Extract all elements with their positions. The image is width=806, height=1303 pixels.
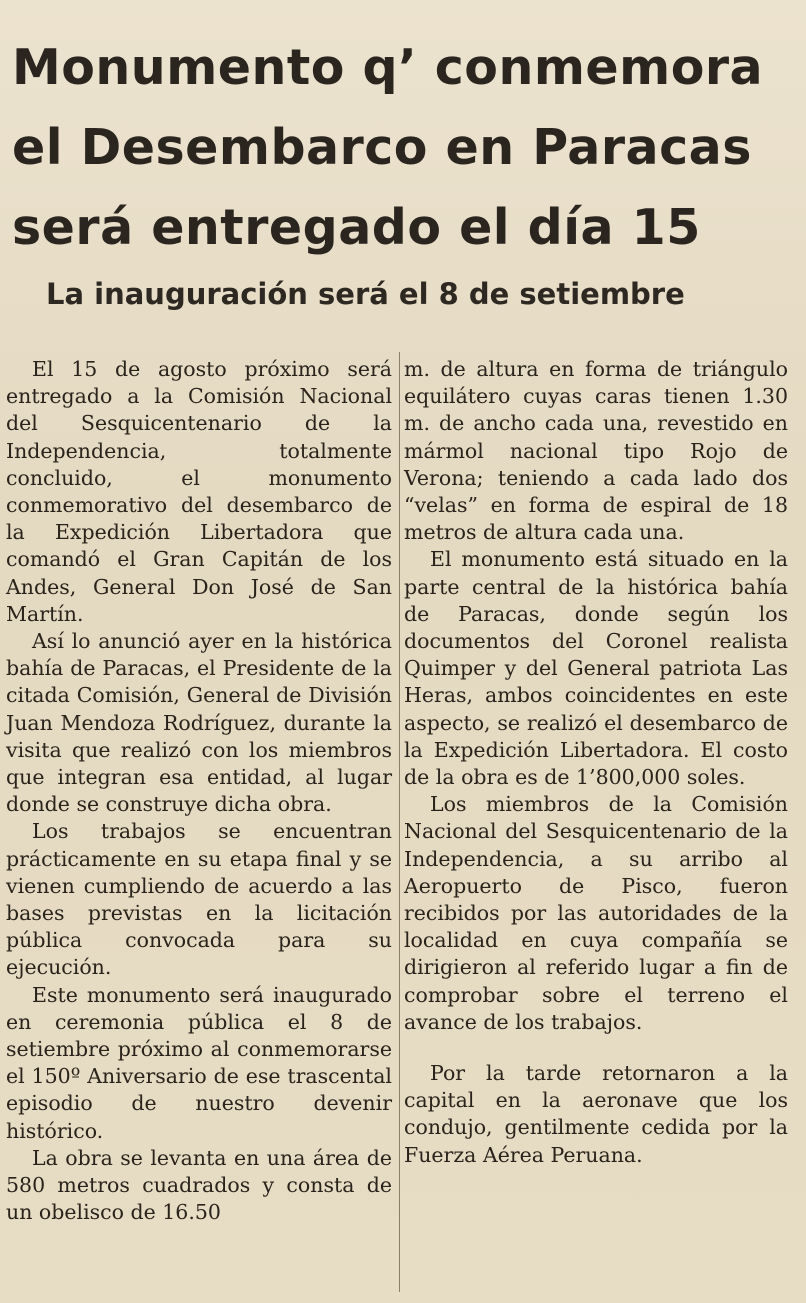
paragraph: El monumento está situado en la parte central de la histórica bahía de Paracas, donde según los documentos del Coronel realista Quimper y del General patriota Las Heras, ambos coincidentes en este aspecto, se realizó el desembarco de la Expedición Libertadora. El costo de la obra es de 1’800,000 soles. bbox=[404, 547, 788, 790]
paragraph: Los miembros de la Comisión Nacional del Sesquicentenario de la Independencia, a su arribo al Aeropuerto de Pisco, fueron recibidos por las autoridades de la localidad en cuya compañía se dirigieron al referido lugar a fin de comprobar sobre el terreno el avance de los trabajos. bbox=[404, 792, 788, 1034]
paragraph: El 15 de agosto próximo será entregado a la Comisión Nacional del Sesquicentenario de la Independencia, totalmente concluido, el monumento conmemorativo del desembarco de la Expedición Libertadora que comandó el Gran Capitán de los Andes, General Don José de San Martín. bbox=[6, 357, 392, 626]
paragraph: m. de altura en forma de triángulo equilátero cuyas caras tienen 1.30 m. de ancho cada una, revestido en mármol nacional tipo Rojo de Verona; teniendo a cada lado dos “velas” en forma de espiral de 18 metros de altura cada una. bbox=[404, 357, 788, 545]
paragraph: La obra se levanta en una área de 580 metros cuadrados y consta de un obelisco de 16.50 bbox=[6, 1145, 392, 1225]
paragraph: Por la tarde retornaron a la capital en la aeronave que los condujo, gentilmente cedida por la Fuerza Aérea Peruana. bbox=[404, 1061, 788, 1167]
headline bbox=[12, 28, 796, 268]
headline-line-1: Monumento q’ conmemora bbox=[12, 39, 764, 96]
headline-line-2: el Desembarco en Paracas bbox=[12, 119, 752, 176]
headline-line-3: será entregado el día 15 bbox=[12, 199, 701, 256]
article-column-left bbox=[6, 356, 392, 1227]
paragraph: Así lo anunció ayer en la histórica bahía de Paracas, el Presidente de la citada Comisión, General de División Juan Mendoza Rodríguez, durante la visita que realizó con los miembros que integran esa entidad, al lugar donde se construye dicha obra. bbox=[6, 629, 392, 817]
paragraph: Los trabajos se encuentran prácticamente en su etapa final y se vienen cumpliendo de acuerdo a las bases previstas en la licitación pública convocada para su ejecución. bbox=[6, 819, 392, 980]
paragraph: Este monumento será inaugurado en ceremonia pública el 8 de setiembre próximo al conmemorarse el 150º Aniversario de ese trascental episodio de nuestro devenir histórico. bbox=[6, 982, 392, 1143]
column-divider bbox=[399, 352, 400, 1292]
article-column-right bbox=[404, 356, 788, 1169]
subheadline: La inauguración será el 8 de setiembre bbox=[46, 277, 685, 311]
